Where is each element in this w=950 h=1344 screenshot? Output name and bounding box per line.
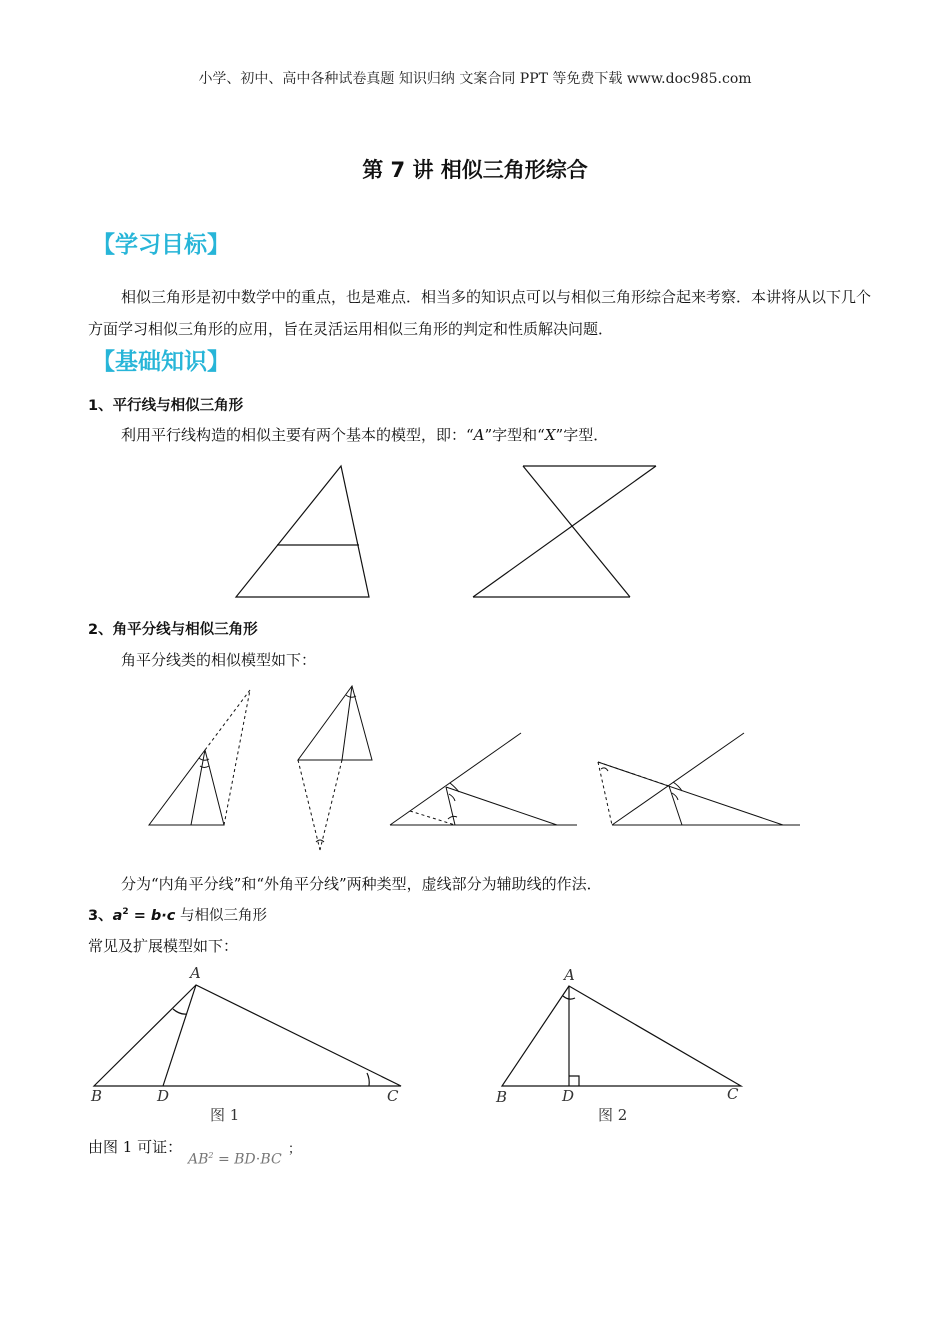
- bisector-fig-1: [149, 690, 250, 825]
- fig1-label-d: D: [157, 1087, 170, 1105]
- formula-rhs: = BD⋅BC: [213, 1151, 282, 1168]
- page-title: 第 7 讲 相似三角形综合: [362, 158, 588, 182]
- topic3-intro: 常见及扩展模型如下：: [88, 937, 239, 955]
- triangle-fig-2: [502, 986, 741, 1086]
- topic3-heading-num: 3、: [88, 908, 113, 924]
- bisector-fig-3: [390, 733, 577, 825]
- topic3-heading: [88, 904, 267, 925]
- fig2-label-d: D: [562, 1087, 575, 1105]
- fig2-label-b: B: [496, 1088, 508, 1106]
- fig2-label-a: A: [564, 966, 575, 984]
- topic3-eq: =: [128, 908, 151, 924]
- formula-sup: 2: [208, 1151, 214, 1160]
- topic1-text-post: ”字型．: [555, 426, 609, 444]
- topic1-heading: 1、平行线与相似三角形: [88, 398, 244, 414]
- topic2-heading: 2、角平分线与相似三角形: [88, 622, 258, 638]
- bisector-fig-2: [298, 686, 372, 850]
- proof-intro: 由图 1 可证：: [88, 1138, 183, 1156]
- fig2-caption: 图 2: [598, 1106, 628, 1124]
- page-header: 小学、初中、高中各种试卷真题 知识归纳 文案合同 PPT 等免费下载 www.doc985.com: [198, 71, 752, 87]
- a-letter: A: [473, 426, 485, 444]
- a-shape-figure: [236, 466, 369, 597]
- x-shape-figure: [473, 466, 656, 597]
- topic2-intro: 角平分线类的相似模型如下：: [121, 651, 317, 669]
- section-learning-goals: 【学习目标】: [92, 232, 230, 258]
- formula-semicolon: ；: [288, 1142, 302, 1157]
- topic2-note: 分为“内角平分线”和“外角平分线”两种类型，虚线部分为辅助线的作法．: [121, 875, 602, 893]
- topic3-heading-rest: 与相似三角形: [175, 908, 267, 924]
- fig1-label-c: C: [387, 1087, 399, 1105]
- fig1-caption: 图 1: [210, 1106, 240, 1124]
- x-letter: X: [544, 426, 556, 444]
- topic1-text-mid: ”字型和“: [484, 426, 545, 444]
- triangle-fig-1: [94, 985, 401, 1086]
- topic3-sup: 2: [122, 907, 129, 918]
- topic1-text-pre: 利用平行线构造的相似主要有两个基本的模型，即：“: [121, 426, 474, 444]
- fig2-label-c: C: [727, 1085, 739, 1103]
- bisector-fig-4: [598, 733, 800, 825]
- topic3-a: a: [112, 908, 123, 924]
- fig1-label-b: B: [91, 1087, 103, 1105]
- topic3-bc: b·c: [150, 908, 176, 924]
- section-basic-knowledge: 【基础知识】: [92, 349, 230, 375]
- formula-lhs: AB: [188, 1151, 209, 1168]
- proof-formula: [188, 1151, 282, 1168]
- fig1-label-a: A: [190, 964, 201, 982]
- goal-paragraph: 相似三角形是初中数学中的重点，也是难点．相当多的知识点可以与相似三角形综合起来考察．本讲将从以下几个方面学习相似三角形的应用，旨在灵活运用相似三角形的判定和性质解决问题．: [88, 288, 872, 338]
